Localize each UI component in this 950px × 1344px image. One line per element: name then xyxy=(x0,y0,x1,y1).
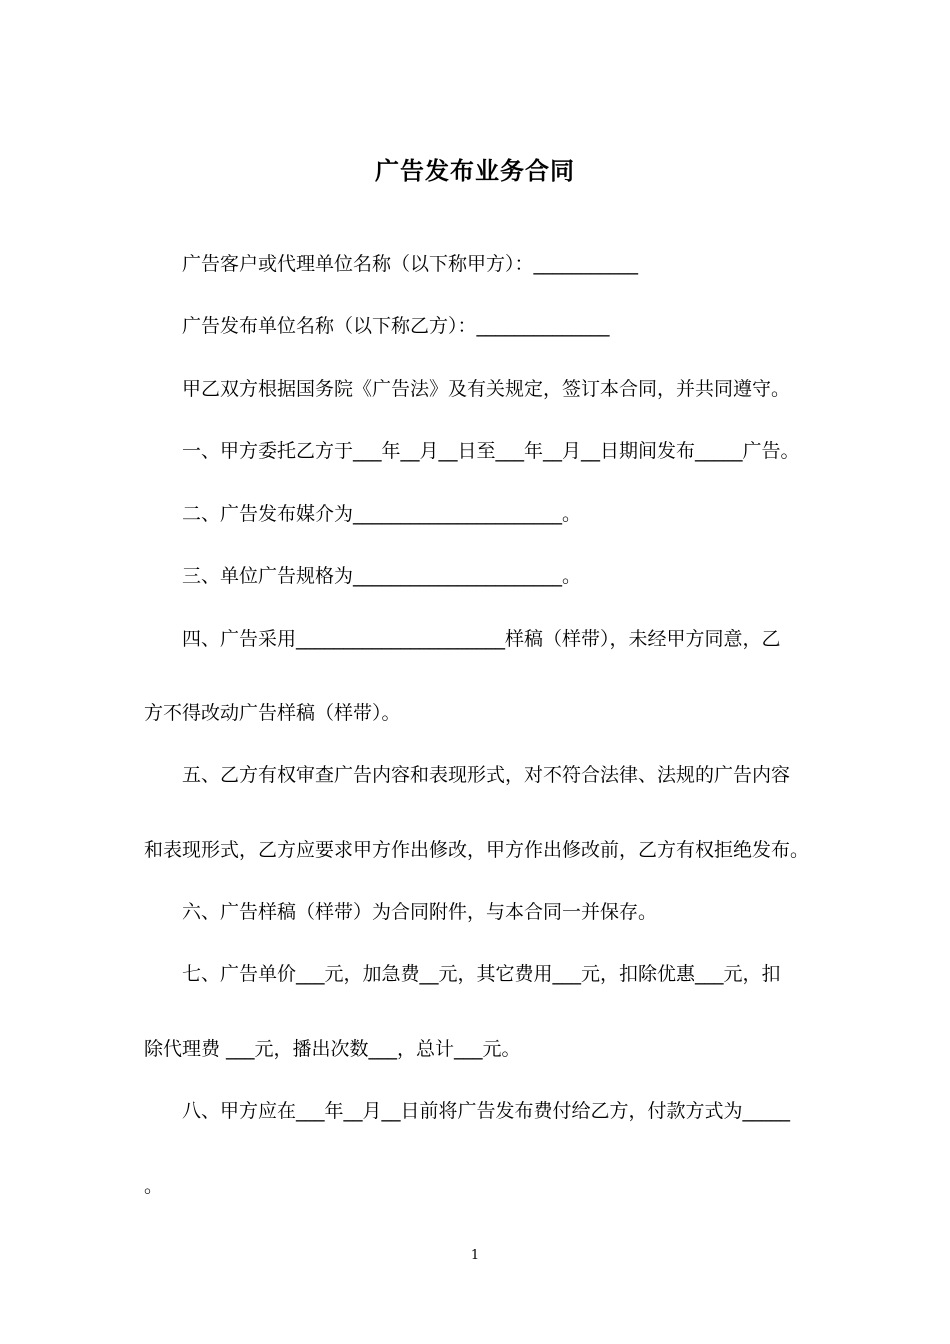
clause-4-line-1: 四、广告采用______________________样稿（样带），未经甲方同意，乙 xyxy=(182,628,781,650)
clause-4-line-2: 方不得改动广告样稿（样带）。 xyxy=(144,702,401,724)
clause-5-line-1: 五、乙方有权审查广告内容和表现形式，对不符合法律、法规的广告内容 xyxy=(182,764,791,786)
party-a-line: 广告客户或代理单位名称（以下称甲方）：___________ xyxy=(182,253,639,275)
document-title: 广告发布业务合同 xyxy=(375,157,575,185)
clause-5-line-2: 和表现形式，乙方应要求甲方作出修改，甲方作出修改前，乙方有权拒绝发布。 xyxy=(144,839,810,861)
clause-7-line-2: 除代理费 ___元，播出次数___，总计___元。 xyxy=(144,1038,521,1060)
page-number: 1 xyxy=(470,1248,480,1263)
clause-3-line: 三、单位广告规格为______________________。 xyxy=(182,565,582,587)
clause-6-line: 六、广告样稿（样带）为合同附件，与本合同一并保存。 xyxy=(182,901,658,923)
clause-2-line: 二、广告发布媒介为______________________。 xyxy=(182,503,582,525)
clause-7-line-1: 七、广告单价___元，加急费__元，其它费用___元，扣除优惠___元，扣 xyxy=(182,963,781,985)
party-b-line: 广告发布单位名称（以下称乙方）：______________ xyxy=(182,315,610,337)
clause-8-line-1: 八、甲方应在___年__月__日前将广告发布费付给乙方，付款方式为_____ xyxy=(182,1100,791,1122)
preamble-line: 甲乙双方根据国务院《广告法》及有关规定，签订本合同，并共同遵守。 xyxy=(182,378,791,400)
clause-1-line: 一、甲方委托乙方于___年__月__日至___年__月__日期间发布_____广告。 xyxy=(182,440,800,462)
clause-8-line-2: 。 xyxy=(144,1175,164,1197)
